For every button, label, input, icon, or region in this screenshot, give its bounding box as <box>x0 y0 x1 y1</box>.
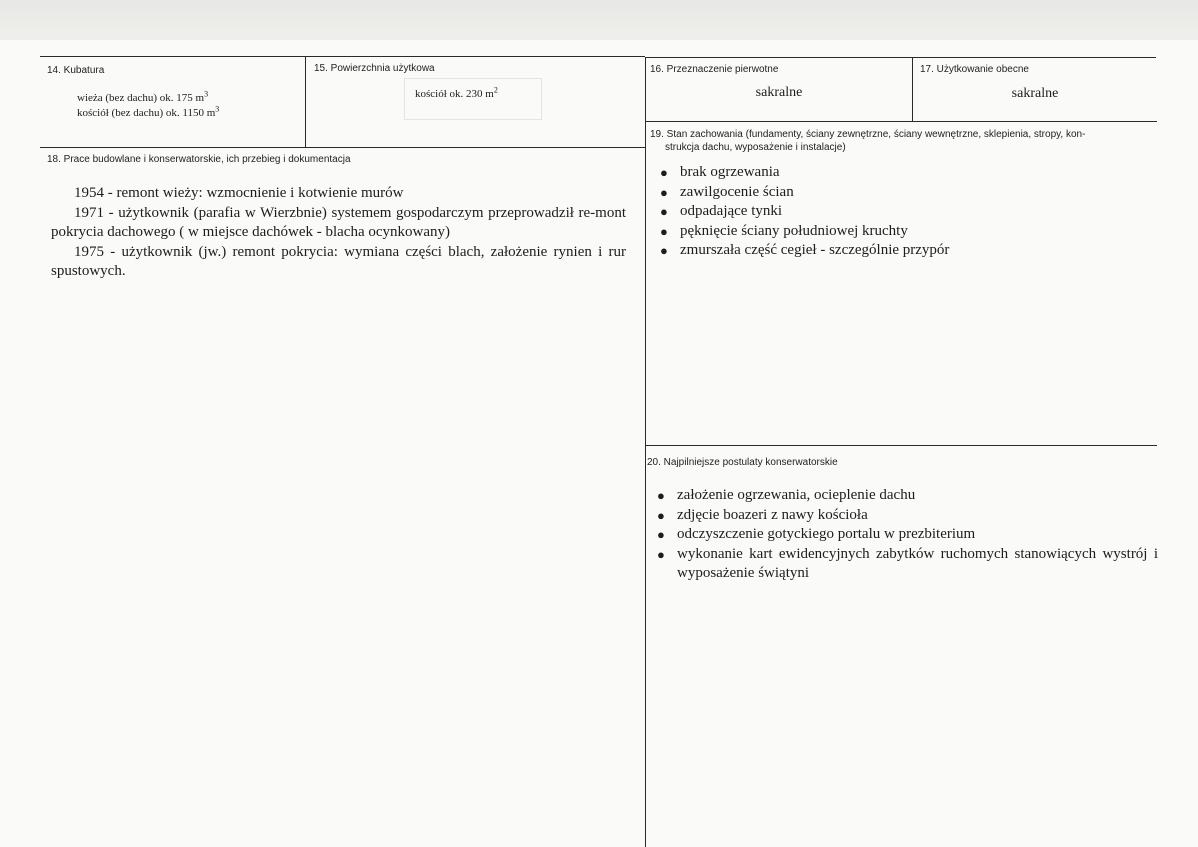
list-item: ● odpadające tynki <box>660 203 783 219</box>
list-item: ● założenie ogrzewania, ocieplenie dachu <box>657 487 916 503</box>
list-item: ● odczyszczenie gotyckiego portalu w prezbiterium <box>657 526 976 542</box>
field-14-label: 14. Kubatura <box>47 65 105 76</box>
field-15-value: kościół ok. 230 $m^2$ <box>404 78 542 120</box>
field-17-label: 17. Użytkowanie obecne <box>920 64 1029 75</box>
rule-under-14-15 <box>40 147 645 148</box>
list-item: ● zmurszała część cegieł - szczególnie przypór <box>660 242 950 258</box>
volume-church: kościół (bez dachu) ok. 1150 $m^3$ <box>77 104 220 119</box>
rule-above-20 <box>645 445 1157 446</box>
field-19-list <box>656 163 1146 261</box>
field-18-text <box>51 184 626 282</box>
field-19-label-line1: 19. Stan zachowania (fundamenty, ściany zewnętrzne, ściany wewnętrzne, sklepienia, stropy, kon- <box>650 129 1086 140</box>
list-item: ● zawilgocenie ścian <box>660 183 794 200</box>
list-item: ● brak ogrzewania <box>660 164 780 180</box>
works-1975: 1975 - użytkownik (jw.) remont pokrycia: wymiana części blach, założenie rynien i rur spustowych. <box>51 243 626 279</box>
field-15-label: 15. Powierzchnia użytkowa <box>314 63 435 74</box>
field-20-list <box>653 486 1158 584</box>
scan-top-margin <box>0 0 1198 40</box>
field-19-label-line2: strukcja dachu, wyposażenie i instalacje) <box>665 142 846 153</box>
center-divider <box>645 57 646 847</box>
field-20-label: 20. Najpilniejsze postulaty konserwatorskie <box>647 457 838 468</box>
list-item: ● wykonanie kart ewidencyjnych zabytków ruchomych stanowiących wystrój i wyposażenie świątyni <box>657 545 1158 581</box>
field-14-value <box>66 84 230 126</box>
rule-under-16-17 <box>645 121 1157 122</box>
divider-14-15 <box>305 57 306 147</box>
top-rule-left <box>40 56 645 57</box>
top-rule-right <box>645 57 1156 58</box>
field-18-label: 18. Prace budowlane i konserwatorskie, ich przebieg i dokumentacja <box>47 154 351 165</box>
field-16-label: 16. Przeznaczenie pierwotne <box>650 64 779 75</box>
field-17-value: sakralne <box>1011 86 1059 101</box>
volume-tower: wieża (bez dachu) ok. 175 $m^3$ <box>77 89 209 104</box>
works-1954: 1954 - remont wieży: wzmocnienie i kotwienie murów <box>74 185 404 201</box>
works-1971: 1971 - użytkownik (parafia w Wierzbnie) systemem gospodarczym przeprowadził re-mont pokrycia dachowego ( w miejsce dachówek - blacha ocynkowany) <box>51 204 626 240</box>
list-item: ● pęknięcie ściany południowej kruchty <box>660 222 908 239</box>
list-item: ● zdjęcie boazeri z nawy kościoła <box>657 506 868 523</box>
field-16-value: sakralne <box>755 85 803 100</box>
